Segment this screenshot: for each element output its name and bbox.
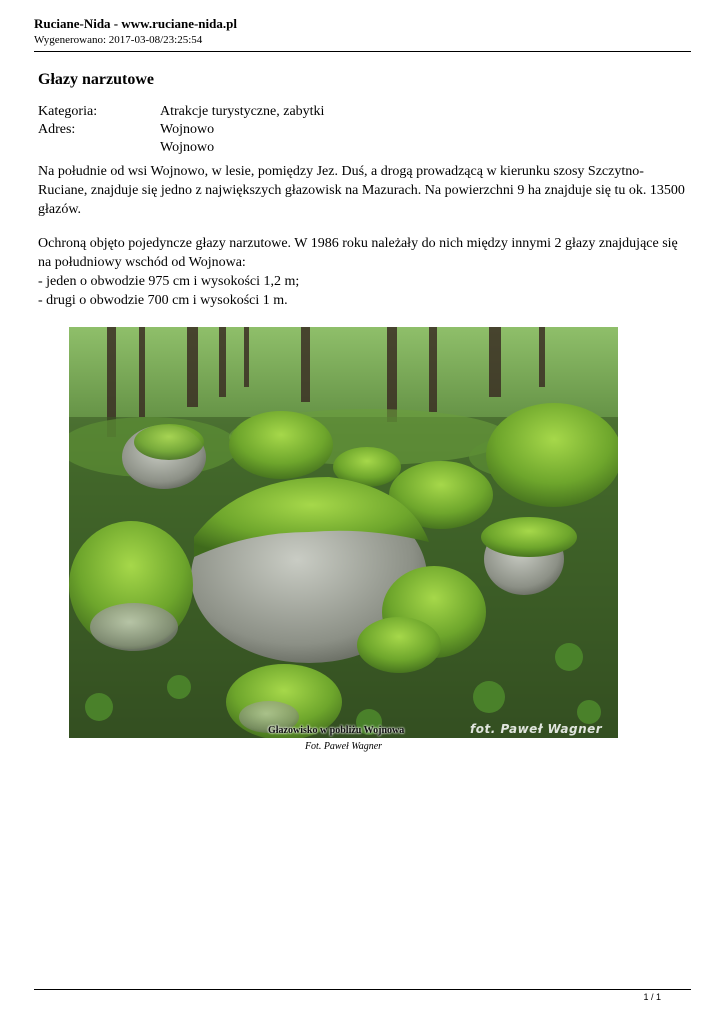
category-row: [38, 103, 324, 121]
description-paragraph: Na południe od wsi Wojnowo, w lesie, pomiędzy Jez. Duś, a drogą prowadzącą w kierunku szosy Szczytno-Ruciane, znajduje się jedno z największych głazowisk na Mazurach. Na powierzchni 9 ha znajduje się tu ok. 13500 głazów.: [38, 164, 685, 217]
protection-paragraph: [38, 234, 688, 310]
generated-timestamp: Wygenerowano: 2017-03-08/23:25:54: [34, 34, 203, 46]
address-line-2: Wojnowo: [160, 140, 215, 155]
article-meta: [38, 103, 324, 157]
address-label: Adres:: [38, 122, 76, 137]
photo-watermark: fot. Paweł Wagner: [470, 722, 603, 736]
protection-intro: Ochroną objęto pojedyncze głazy narzutowe. W 1986 roku należały do nich między innymi 2 głazy znajdujące się na południowy wschód od Wojnowa:: [38, 236, 678, 270]
boulder-2-line: - drugi o obwodzie 700 cm i wysokości 1 m.: [38, 293, 288, 308]
page-number: 1 / 1: [643, 992, 661, 1002]
category-value: Atrakcje turystyczne, zabytki: [160, 104, 325, 119]
header-divider: [34, 51, 691, 52]
address-row-2: [38, 139, 324, 157]
photo-caption: Głazowisko w pobliżu Wojnowa: [268, 725, 405, 736]
address-row: [38, 121, 324, 139]
photo-credit: Fot. Paweł Wagner: [304, 741, 383, 752]
boulder-field-photo: [69, 327, 618, 738]
document-header: [34, 16, 691, 47]
page-title: Głazy narzutowe: [38, 71, 154, 88]
boulder-1-line: - jeden o obwodzie 975 cm i wysokości 1,2 m;: [38, 274, 300, 289]
address-line-1: Wojnowo: [160, 122, 215, 137]
site-title: Ruciane-Nida - www.ruciane-nida.pl: [34, 16, 237, 31]
category-label: Kategoria:: [38, 104, 98, 119]
footer-divider: [34, 989, 691, 990]
